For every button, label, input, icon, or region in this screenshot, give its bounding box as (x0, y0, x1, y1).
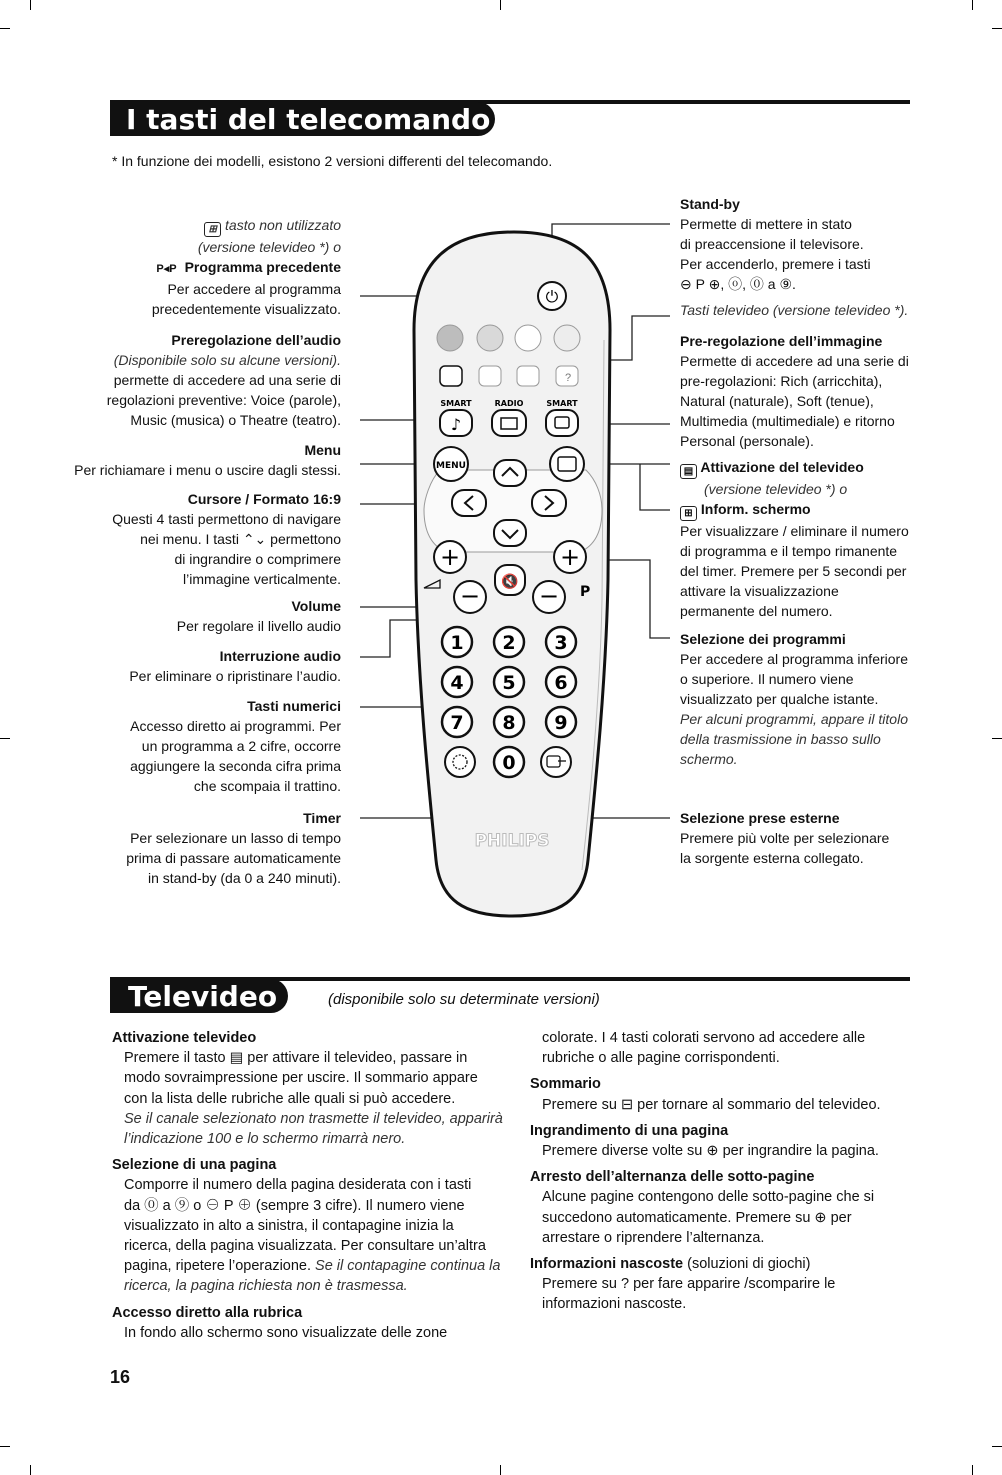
color-button-green (477, 325, 503, 351)
paragraph-line: Premere su ? per fare apparire /scomparire le (542, 1276, 836, 1293)
label-heading: Tasti numerici (247, 698, 341, 714)
label-text: attivare la visualizzazione (680, 583, 839, 599)
teletext-enlarge-button (517, 366, 539, 386)
label-text: Per visualizzare / eliminare il numero (680, 523, 909, 539)
label-text: Multimedia (multimediale) e ritorno (680, 413, 895, 429)
paragraph-line: In fondo allo schermo sono visualizzate delle zone (124, 1324, 448, 1341)
digit-label-3: 3 (554, 632, 568, 654)
televideo-right-column (530, 1028, 930, 1315)
crop-mark (30, 1465, 31, 1475)
label-text: nei menu. I tasti ⌃⌄ permettono (140, 531, 341, 547)
paragraph-italic-line: ricerca, la pagina richiesta non è trasmessa. (124, 1278, 408, 1295)
label-text: Accesso diretto ai programmi. Per (130, 718, 341, 734)
televideo-banner (110, 979, 288, 1013)
label-interruzione-audio (41, 646, 341, 686)
label-italic: Tasti televideo (versione televideo *). (680, 302, 909, 318)
teletext-index-button (479, 366, 501, 386)
cursor-left-button (452, 490, 486, 516)
crop-mark (992, 1446, 1002, 1447)
page-number: 16 (110, 1367, 131, 1387)
label-text: di preaccensione il televisore. (680, 236, 864, 252)
paragraph-italic-line: l’indicazione 100 e lo schermo rimarrà nero. (124, 1131, 406, 1148)
label-italic: schermo. (680, 751, 738, 767)
label-heading: ▤ Attivazione del televideo (680, 457, 995, 479)
models-note: * In funzione dei modelli, esistono 2 versioni differenti del telecomando. (112, 153, 553, 169)
teletext-button (550, 447, 584, 481)
section-heading: Informazioni nascoste (soluzioni di giochi) (530, 1256, 811, 1273)
section-heading: Selezione di una pagina (112, 1157, 277, 1174)
label-italic: (versione televideo *) o (704, 481, 848, 497)
teletext-mix-icon: ⊞ (204, 222, 221, 237)
label-heading: Interruzione audio (219, 648, 341, 664)
menu-button-label: MENU (436, 461, 466, 471)
svg-text:🔇: 🔇 (501, 574, 519, 590)
label-italic: (Disponibile solo su alcune versioni). (113, 352, 341, 368)
label-text: Per regolare il livello audio (176, 618, 341, 634)
label-text: Per selezionare un lasso di tempo (130, 830, 341, 846)
digit-label-0: 0 (502, 752, 516, 774)
svg-text:?: ? (564, 372, 572, 384)
smart-picture-button (546, 410, 578, 436)
label-text: Per accedere al programma inferiore (680, 651, 908, 667)
label-heading: Pre-regolazione dell’immagine (680, 333, 883, 349)
unused-key-note: ⊞ tasto non utilizzato (41, 215, 341, 237)
section-title: I tasti del telecomando (126, 102, 491, 136)
paragraph-line: Premere diverse volte su ⊕ per ingrandire la pagina. (542, 1143, 879, 1160)
paragraph-line: Premere su ⊟ per tornare al sommario del televideo. (542, 1096, 881, 1113)
smart-right-label: SMART (546, 399, 578, 408)
paragraph-line: arrestare o riprendere l’alternanza. (542, 1229, 765, 1246)
svg-text:−: − (538, 582, 560, 610)
paragraph-mixed-line: pagina, ripetere l’operazione. Se il contapagine continua la (124, 1258, 501, 1275)
label-text: Per eliminare o ripristinare l’audio. (129, 668, 341, 684)
label-heading: Timer (303, 810, 341, 826)
label-preregolazione-audio (21, 330, 341, 430)
teletext-version-note: (versione televideo *) o (197, 239, 341, 255)
svg-text:⏻: ⏻ (545, 287, 559, 306)
svg-text:−: − (459, 582, 481, 610)
label-tasti-numerici (41, 696, 341, 796)
paragraph-line: con la lista delle rubriche alle quali si può accedere. (124, 1090, 456, 1107)
label-text: l’immagine verticalmente. (183, 571, 341, 587)
label-heading: P◂P Programma precedente (156, 259, 341, 275)
svg-text:♪: ♪ (450, 415, 462, 434)
color-button-yellow (515, 325, 541, 351)
label-text: in stand-by (da 0 a 240 minuti). (148, 870, 341, 886)
label-text: precedentemente visualizzato. (151, 301, 341, 317)
teletext-icon: ▤ (680, 464, 697, 479)
digit-label-4: 4 (450, 672, 464, 694)
label-text: un programma a 2 cifre, occorre (141, 738, 341, 754)
external-source-button (541, 747, 571, 777)
label-text: Per accenderlo, premere i tasti (680, 256, 871, 272)
svg-text:+: + (439, 543, 461, 571)
section-heading: Attivazione televideo (112, 1030, 257, 1046)
label-text: regolazioni preventive: Voice (parole), (106, 392, 341, 408)
label-heading: Selezione dei programmi (680, 631, 846, 647)
label-timer (41, 808, 341, 888)
cursor-right-button (532, 490, 566, 516)
paragraph-line: succedono automaticamente. Premere su ⊕ per (542, 1209, 852, 1226)
label-text: pre-regolazioni: Rich (arricchita), (680, 373, 883, 389)
crop-mark (972, 1465, 973, 1475)
label-italic: della trasmissione in basso sullo (680, 731, 881, 747)
screen-info-icon: ⊞ (680, 506, 697, 521)
crop-mark (0, 1446, 10, 1447)
label-text: Per accedere al programma (167, 281, 341, 297)
label-text: ⊖ P ⊕, ⓞ, ⓪ a ⑨. (680, 276, 796, 292)
label-text: la sorgente esterna collegato. (680, 850, 864, 866)
paragraph-line: rubriche o alle pagine corrispondenti. (542, 1050, 780, 1067)
label-text: visualizzato per qualche istante. (680, 691, 879, 707)
section-heading: Sommario (530, 1076, 601, 1093)
label-text: o superiore. Il numero viene (680, 671, 854, 687)
paragraph-italic-line: Se il canale selezionato non trasmette il televideo, apparirà (124, 1110, 503, 1127)
svg-text:+: + (559, 543, 581, 571)
paragraph-line: visualizzato in alto a sinistra, il contapagine inizia la (124, 1217, 454, 1234)
label-text: Personal (personale). (680, 433, 814, 449)
paragraph-line: da ⓪ a ⑨ o ⊖ P ⊕ (sempre 3 cifre). Il numero viene (124, 1197, 465, 1214)
color-button-blue (554, 325, 580, 351)
label-selezione-programmi (680, 629, 995, 769)
digit-label-6: 6 (554, 672, 568, 694)
color-button-red (437, 325, 463, 351)
label-heading: Stand-by (680, 196, 740, 212)
label-volume (41, 596, 341, 636)
label-prese-esterne (680, 808, 995, 868)
teletext-mix-button (440, 366, 462, 386)
timer-button (445, 747, 475, 777)
smart-left-label: SMART (440, 399, 472, 408)
paragraph-line: modo sovraimpressione per uscire. Il sommario appare (124, 1070, 478, 1087)
label-attivazione-televideo (680, 457, 995, 621)
digit-label-7: 7 (450, 712, 464, 734)
digit-label-5: 5 (502, 672, 516, 694)
label-text: di ingrandire o comprimere (174, 551, 341, 567)
label-cursore (21, 489, 341, 589)
label-text: Premere più volte per selezionare (680, 830, 890, 846)
televideo-subtitle: (disponibile solo su determinate versioni) (328, 991, 600, 1008)
label-heading: Selezione prese esterne (680, 810, 840, 826)
label-text: Music (musica) o Theatre (teatro). (130, 412, 341, 428)
label-text: prima di passare automaticamente (126, 850, 341, 866)
label-menu (11, 440, 341, 480)
label-italic: Per alcuni programmi, appare il titolo (680, 711, 908, 727)
label-text: Permette di mettere in stato (680, 216, 852, 232)
paragraph-line: colorate. I 4 tasti colorati servono ad accedere alle (542, 1030, 866, 1046)
label-text: Per richiamare i menu o uscire dagli stessi. (74, 462, 341, 478)
radio-label: RADIO (494, 399, 524, 408)
paragraph-line: Premere il tasto ▤ per attivare il televideo, passare in (124, 1050, 468, 1067)
label-heading: Cursore / Formato 16:9 (187, 491, 341, 507)
cursor-down-button (494, 520, 526, 546)
label-heading: Menu (304, 442, 341, 458)
label-pre-regolazione-immagine (680, 331, 995, 451)
paragraph-line: informazioni nascoste. (542, 1296, 687, 1313)
section-heading: Arresto dell’alternanza delle sotto-pagine (530, 1169, 815, 1186)
label-text: di programma e il tempo rimanente (680, 543, 898, 559)
paragraph-line: Alcune pagine contengono delle sotto-pagine che si (542, 1189, 875, 1206)
paragraph-line: ricerca, della pagina visualizzata. Per consultare un’altra (124, 1238, 486, 1255)
digit-label-2: 2 (502, 632, 516, 654)
label-text: Permette di accedere ad una serie di (680, 353, 909, 369)
label-text: Natural (naturale), Soft (tenue), (680, 393, 874, 409)
label-standby (680, 194, 980, 320)
digit-label-8: 8 (502, 712, 516, 734)
label-heading: ⊞ Inform. schermo (680, 499, 995, 521)
televideo-title: Televideo (128, 979, 278, 1013)
televideo-left-column (112, 1028, 507, 1343)
paragraph-line: Comporre il numero della pagina desiderata con i tasti (124, 1177, 472, 1194)
cursor-up-button (494, 460, 526, 486)
digit-label-9: 9 (554, 712, 568, 734)
program-label: P (580, 584, 591, 600)
label-heading: Preregolazione dell’audio (171, 332, 341, 348)
label-heading: Volume (291, 598, 341, 614)
label-text: che scompaia il trattino. (193, 778, 341, 794)
brand-logo: PHILIPS (474, 831, 550, 851)
label-text: permette di accedere ad una serie di (113, 372, 341, 388)
radio-button (492, 410, 526, 436)
digit-label-1: 1 (450, 632, 464, 654)
label-text: permanente del numero. (680, 603, 833, 619)
label-text: Questi 4 tasti permettono di navigare (112, 511, 341, 527)
section-heading: Ingrandimento di una pagina (530, 1122, 729, 1139)
label-text: del timer. Premere per 5 secondi per (680, 563, 907, 579)
label-programma-precedente (41, 215, 341, 319)
label-text: aggiungere la seconda cifra prima (130, 758, 341, 774)
crop-mark (500, 1465, 501, 1475)
section-heading: Accesso diretto alla rubrica (112, 1304, 303, 1321)
